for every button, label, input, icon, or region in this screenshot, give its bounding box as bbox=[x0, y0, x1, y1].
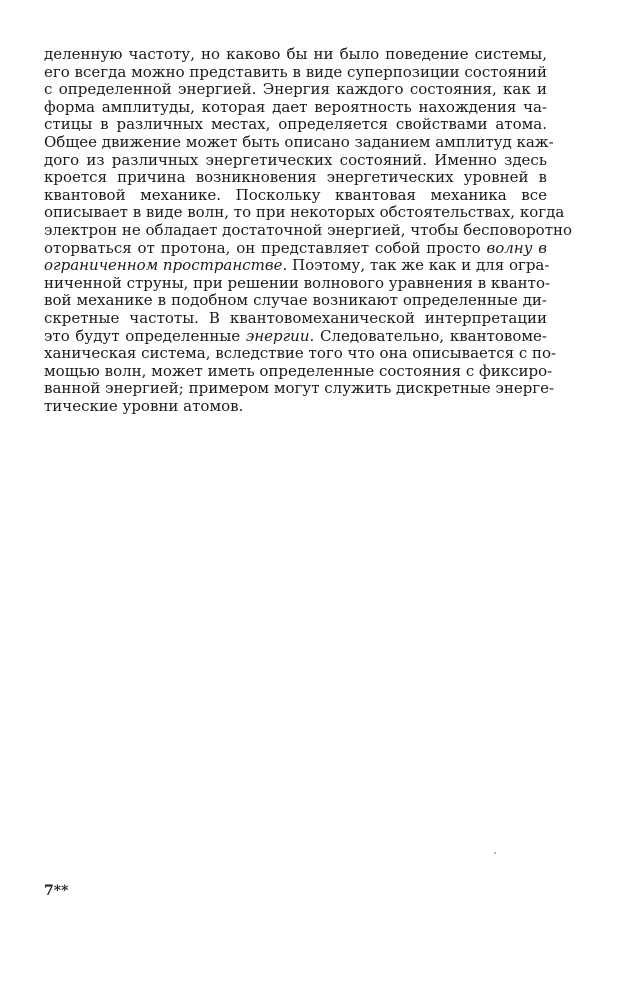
text-line: ниченной струны, при решении волнового уравнения в кванто- bbox=[44, 273, 551, 292]
text-line: вой механике в подобном случае возникают определенные ди- bbox=[44, 291, 547, 310]
text-line: стицы в различных местах, определяется свойствами атома. bbox=[44, 115, 547, 134]
text-line: ханическая система, вследствие того что она описывается с по- bbox=[44, 344, 557, 363]
text-line: форма амплитуды, которая дает вероятность нахождения ча- bbox=[44, 97, 547, 116]
text-segment: . Поэтому, так же как и для огра- bbox=[282, 256, 550, 275]
italic-emphasis: волну в bbox=[486, 238, 547, 257]
text-line: кроется причина возникновения энергетических уровней в bbox=[44, 168, 547, 187]
text-line: деленную частоту, но каково бы ни было поведение системы, bbox=[44, 45, 547, 63]
text-line: с определенной энергией. Энергия каждого состояния, как и bbox=[44, 80, 547, 99]
text-line: Общее движение может быть описано заданием амплитуд каж- bbox=[44, 132, 554, 151]
text-line: его всегда можно представить в виде суперпозиции состояний bbox=[44, 62, 547, 81]
text-line: квантовой механике. Поскольку квантовая механика все bbox=[44, 185, 547, 204]
text-line: мощью волн, может иметь определенные состояния с фиксиро- bbox=[44, 361, 553, 380]
text-line: описывает в виде волн, то при некоторых обстоятельствах, когда bbox=[44, 203, 565, 222]
text-line: электрон не обладает достаточной энергией, чтобы бесповоротно bbox=[44, 220, 573, 239]
italic-emphasis: ограниченном пространстве bbox=[44, 256, 283, 275]
italic-emphasis: энергии bbox=[245, 326, 310, 345]
text-line bbox=[44, 328, 547, 346]
text-segment: это будут определенные bbox=[44, 326, 241, 345]
text-line: дого из различных энергетических состояний. Именно здесь bbox=[44, 150, 547, 169]
text-line: скретные частоты. В квантовомеханической интерпретации bbox=[44, 308, 547, 327]
print-speck bbox=[494, 852, 496, 854]
text-segment: оторваться от протона, он представляет собой просто bbox=[44, 238, 481, 257]
text-segment: . Следовательно, квантовоме- bbox=[309, 326, 547, 345]
text-line: тические уровни атомов. bbox=[44, 396, 244, 415]
text-line: ванной энергией; примером могут служить дискретные энерге- bbox=[44, 379, 555, 398]
printer-signature-mark: 7** bbox=[44, 883, 69, 899]
text-line bbox=[44, 256, 550, 275]
text-line bbox=[44, 240, 547, 258]
body-paragraph bbox=[44, 45, 573, 415]
